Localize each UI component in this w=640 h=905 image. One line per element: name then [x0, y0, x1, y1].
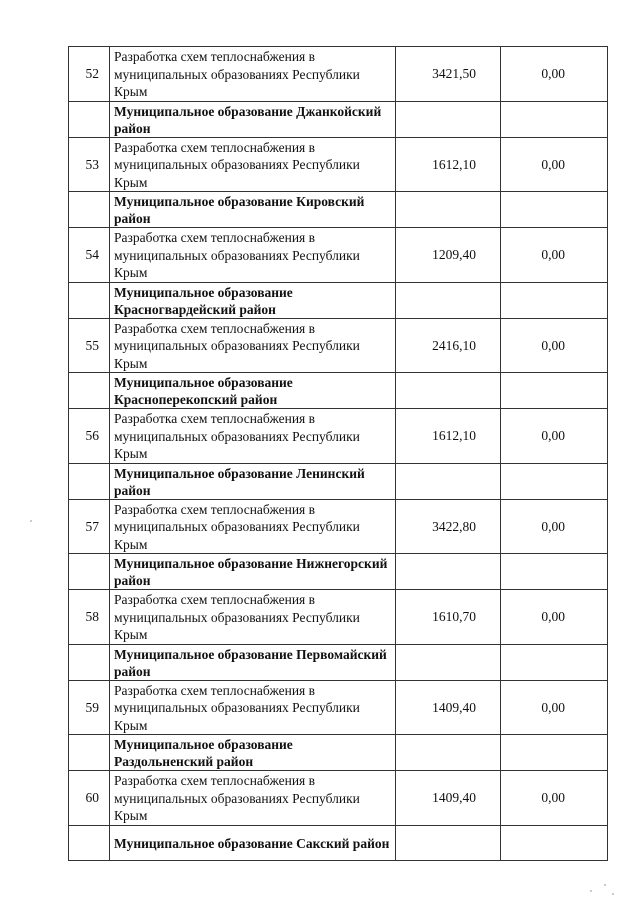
municipality-row — [69, 735, 608, 771]
table-row — [69, 590, 608, 645]
municipality-name: Муниципальное образование Кировский район — [110, 192, 396, 228]
empty-cell — [396, 644, 501, 680]
row-description: Разработка схем теплоснабжения в муниципальных образованиях Республики Крым — [110, 228, 396, 283]
row-value-2: 0,00 — [501, 499, 608, 554]
row-value-1: 1612,10 — [396, 137, 501, 192]
scan-speck — [612, 893, 614, 895]
scan-speck — [604, 884, 606, 886]
municipality-name: Муниципальное образование Красноперекопский район — [110, 373, 396, 409]
municipality-row — [69, 282, 608, 318]
row-description: Разработка схем теплоснабжения в муниципальных образованиях Республики Крым — [110, 499, 396, 554]
row-value-2: 0,00 — [501, 680, 608, 735]
row-description: Разработка схем теплоснабжения в муниципальных образованиях Республики Крым — [110, 590, 396, 645]
row-description: Разработка схем теплоснабжения в муниципальных образованиях Республики Крым — [110, 409, 396, 464]
row-number: 57 — [69, 499, 110, 554]
row-number: 60 — [69, 771, 110, 826]
table-row — [69, 318, 608, 373]
municipality-row — [69, 644, 608, 680]
empty-cell — [501, 463, 608, 499]
municipality-name: Муниципальное образование Первомайский район — [110, 644, 396, 680]
municipality-row — [69, 101, 608, 137]
row-number: 54 — [69, 228, 110, 283]
table-body — [69, 47, 608, 861]
municipality-name: Муниципальное образование Раздольненский район — [110, 735, 396, 771]
row-value-1: 1409,40 — [396, 771, 501, 826]
municipality-name: Муниципальное образование Нижнегорский район — [110, 554, 396, 590]
scan-speck — [30, 520, 32, 522]
empty-cell — [501, 644, 608, 680]
budget-table — [68, 46, 608, 861]
table-row — [69, 771, 608, 826]
table-row — [69, 137, 608, 192]
municipality-name: Муниципальное образование Красногвардейский район — [110, 282, 396, 318]
row-value-1: 1209,40 — [396, 228, 501, 283]
empty-cell — [396, 282, 501, 318]
row-value-1: 3422,80 — [396, 499, 501, 554]
municipality-name: Муниципальное образование Сакский район — [110, 825, 396, 860]
row-description: Разработка схем теплоснабжения в муниципальных образованиях Республики Крым — [110, 771, 396, 826]
municipality-row — [69, 373, 608, 409]
empty-cell — [396, 373, 501, 409]
municipality-row — [69, 825, 608, 860]
empty-cell — [69, 825, 110, 860]
row-value-1: 2416,10 — [396, 318, 501, 373]
empty-cell — [501, 101, 608, 137]
empty-cell — [501, 735, 608, 771]
row-description: Разработка схем теплоснабжения в муниципальных образованиях Республики Крым — [110, 137, 396, 192]
empty-cell — [69, 373, 110, 409]
row-value-1: 1610,70 — [396, 590, 501, 645]
table-row — [69, 409, 608, 464]
row-value-2: 0,00 — [501, 409, 608, 464]
row-value-2: 0,00 — [501, 47, 608, 102]
row-number: 55 — [69, 318, 110, 373]
table-row — [69, 680, 608, 735]
empty-cell — [69, 101, 110, 137]
row-description: Разработка схем теплоснабжения в муниципальных образованиях Республики Крым — [110, 47, 396, 102]
empty-cell — [69, 463, 110, 499]
row-value-1: 3421,50 — [396, 47, 501, 102]
empty-cell — [396, 463, 501, 499]
row-value-2: 0,00 — [501, 590, 608, 645]
row-number: 59 — [69, 680, 110, 735]
table-row — [69, 499, 608, 554]
empty-cell — [396, 554, 501, 590]
row-description: Разработка схем теплоснабжения в муниципальных образованиях Республики Крым — [110, 318, 396, 373]
municipality-name: Муниципальное образование Ленинский район — [110, 463, 396, 499]
row-value-1: 1409,40 — [396, 680, 501, 735]
row-value-2: 0,00 — [501, 228, 608, 283]
empty-cell — [396, 825, 501, 860]
table-row — [69, 47, 608, 102]
empty-cell — [69, 282, 110, 318]
empty-cell — [501, 373, 608, 409]
empty-cell — [396, 101, 501, 137]
municipality-row — [69, 554, 608, 590]
scan-speck — [590, 890, 592, 892]
empty-cell — [69, 192, 110, 228]
row-value-2: 0,00 — [501, 137, 608, 192]
row-number: 53 — [69, 137, 110, 192]
row-value-2: 0,00 — [501, 771, 608, 826]
row-value-1: 1612,10 — [396, 409, 501, 464]
row-number: 56 — [69, 409, 110, 464]
municipality-row — [69, 463, 608, 499]
empty-cell — [501, 282, 608, 318]
empty-cell — [501, 554, 608, 590]
empty-cell — [501, 192, 608, 228]
table-row — [69, 228, 608, 283]
row-value-2: 0,00 — [501, 318, 608, 373]
row-number: 52 — [69, 47, 110, 102]
row-number: 58 — [69, 590, 110, 645]
empty-cell — [396, 735, 501, 771]
empty-cell — [69, 735, 110, 771]
empty-cell — [69, 554, 110, 590]
row-description: Разработка схем теплоснабжения в муниципальных образованиях Республики Крым — [110, 680, 396, 735]
empty-cell — [396, 192, 501, 228]
municipality-name: Муниципальное образование Джанкойский район — [110, 101, 396, 137]
empty-cell — [501, 825, 608, 860]
empty-cell — [69, 644, 110, 680]
municipality-row — [69, 192, 608, 228]
